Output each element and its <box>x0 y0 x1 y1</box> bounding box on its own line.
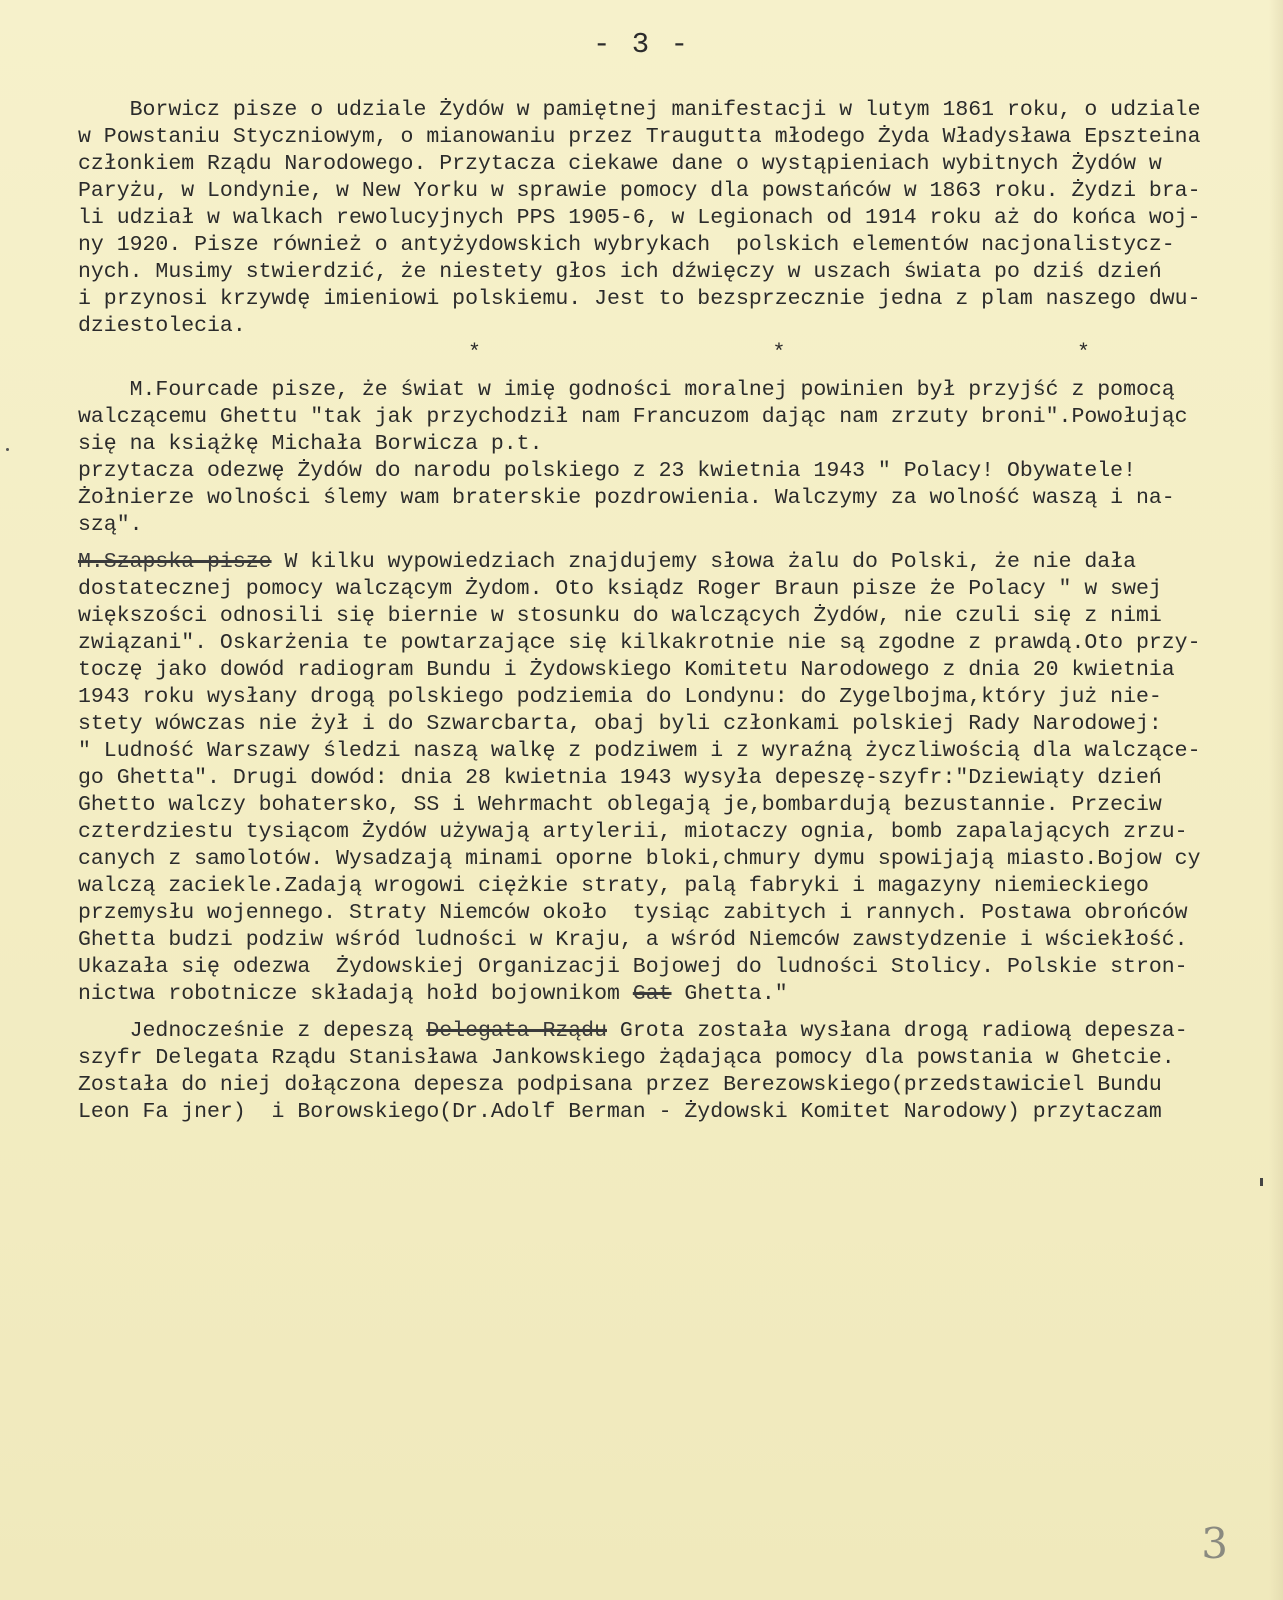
text-line: go Ghetta". Drugi dowód: dnia 28 kwietnia 1943 wysyła depeszę-szyfr:"Dziewiąty dzień <box>78 766 1162 790</box>
text-line: Paryżu, w Londynie, w New Yorku w sprawie pomocy dla powstańców w 1863 roku. Żydzi bra- <box>78 179 1201 203</box>
text-line: przemysłu wojennego. Straty Niemców około tysiąc zabitych i rannych. Postawa obrońców <box>78 901 1188 925</box>
handwritten-page-number: 3 <box>1201 1519 1228 1568</box>
struck-through-text: Delegata Rządu <box>426 1019 607 1043</box>
text-segment: Grota została wysłana drogą radiową depesza- <box>607 1019 1188 1043</box>
text-line <box>78 981 1228 1008</box>
text-line: li udział w walkach rewolucyjnych PPS 1905-6, w Legionach od 1914 roku aż do końca woj- <box>78 206 1201 230</box>
text-line: Żołnierze wolności ślemy wam braterskie pozdrowienia. Walczymy za wolność waszą i na- <box>78 486 1175 510</box>
text-line: walczącemu Ghettu "tak jak przychodził nam Francuzom dając nam zrzuty broni".Powołując <box>78 405 1188 429</box>
text-line: w Powstaniu Styczniowym, o mianowaniu przez Traugutta młodego Żyda Władysława Epszteina <box>78 125 1201 149</box>
text-line <box>78 549 1228 576</box>
text-line: walczą zaciekle.Zadają wrogowi ciężkie straty, palą fabryki i magazyny niemieckiego <box>78 874 1149 898</box>
text-segment: W kilku wypowiedziach znajdujemy słowa żalu do Polski, że nie dała <box>271 550 1136 574</box>
typed-text-body <box>78 97 1228 1126</box>
stray-ink-dot <box>6 448 9 451</box>
text-line: szą". <box>78 513 143 537</box>
text-line: Ukazała się odezwa Żydowskiej Organizacji Bojowej do ludności Stolicy. Polskie stron- <box>78 955 1188 979</box>
text-line: ny 1920. Pisze również o antyżydowskich wybrykach polskich elementów nacjonalistycz- <box>78 233 1175 257</box>
text-segment: Jednocześnie z depeszą <box>78 1019 427 1043</box>
text-line: dostatecznej pomocy walczącym Żydom. Oto ksiądz Roger Braun pisze że Polacy " w swej <box>78 577 1162 601</box>
text-line: Leon Fa jner) i Borowskiego(Dr.Adolf Berman - Żydowski Komitet Narodowy) przytaczam <box>78 1100 1162 1124</box>
text-line: szyfr Delegata Rządu Stanisława Jankowskiego żądająca pomocy dla powstania w Ghetcie. <box>78 1046 1175 1070</box>
text-segment: nictwa robotnicze składają hołd bojownikom <box>78 982 633 1006</box>
text-line: Została do niej dołączona depesza podpisana przez Berezowskiego(przedstawiciel Bundu <box>78 1073 1162 1097</box>
text-segment: Ghetta." <box>671 982 788 1006</box>
section-separator-stars: * * * <box>468 341 1090 365</box>
text-line: toczę jako dowód radiogram Bundu i Żydowskiego Komitetu Narodowego z dnia 20 kwietnia <box>78 658 1175 682</box>
text-line: 1943 roku wysłany drogą polskiego podziemia do Londynu: do Zygelbojma,który już nie- <box>78 685 1162 709</box>
text-line: związani". Oskarżenia te powtarzające się kilkakrotnie nie są zgodne z prawdą.Oto przy- <box>78 631 1201 655</box>
text-line: i przynosi krzywdę imieniowi polskiemu. Jest to bezsprzecznie jedna z plam naszego dwu- <box>78 287 1201 311</box>
text-line: przytacza odezwę Żydów do narodu polskiego z 23 kwietnia 1943 " Polacy! Obywatele! <box>78 459 1136 483</box>
struck-through-text: Gat <box>632 982 672 1006</box>
text-line: M.Fourcade pisze, że świat w imię godności moralnej powinien był przyjść z pomocą <box>78 378 1175 402</box>
text-line: stety wówczas nie żył i do Szwarcbarta, obaj byli członkami polskiej Rady Narodowej: <box>78 712 1162 736</box>
page-edge-shadow <box>1269 0 1283 1600</box>
struck-through-text: M.Szapska pisze <box>78 550 272 574</box>
spacer <box>78 539 1228 549</box>
text-line <box>78 1018 1228 1045</box>
text-line: " Ludność Warszawy śledzi naszą walkę z podziwem i z wyraźną życzliwością dla walczące- <box>78 739 1201 763</box>
text-line: dziestolecia. <box>78 314 246 338</box>
text-line: większości odnosili się biernie w stosunku do walczących Żydów, nie czuli się z nimi <box>78 604 1162 628</box>
text-line: Ghetta budzi podziw wśród ludności w Kraju, a wśród Niemców zawstydzenie i wściekłość. <box>78 928 1188 952</box>
text-line: się na książkę Michała Borwicza p.t. <box>78 432 543 456</box>
text-line: Ghetto walczy bohatersko, SS i Wehrmacht oblegają je,bombardują bezustannie. Przeciw <box>78 793 1162 817</box>
text-line: nych. Musimy stwierdzić, że niestety głos ich dźwięczy w uszach świata po dziś dzień <box>78 260 1162 284</box>
text-line: Borwicz pisze o udziale Żydów w pamiętnej manifestacji w lutym 1861 roku, o udziale <box>78 98 1201 122</box>
text-line: canych z samolotów. Wysadzają minami oporne bloki,chmury dymu spowijają miasto.Bojow cy <box>78 847 1201 871</box>
page-number: - 3 - <box>592 28 690 61</box>
text-line: członkiem Rządu Narodowego. Przytacza ciekawe dane o wystąpieniach wybitnych Żydów w <box>78 152 1162 176</box>
spacer <box>78 367 1228 377</box>
text-line: czterdziestu tysiącom Żydów używają artylerii, miotaczy ognia, bomb zapalających zrzu- <box>78 820 1188 844</box>
stray-ink-mark <box>1260 1178 1263 1186</box>
spacer <box>78 1008 1228 1018</box>
